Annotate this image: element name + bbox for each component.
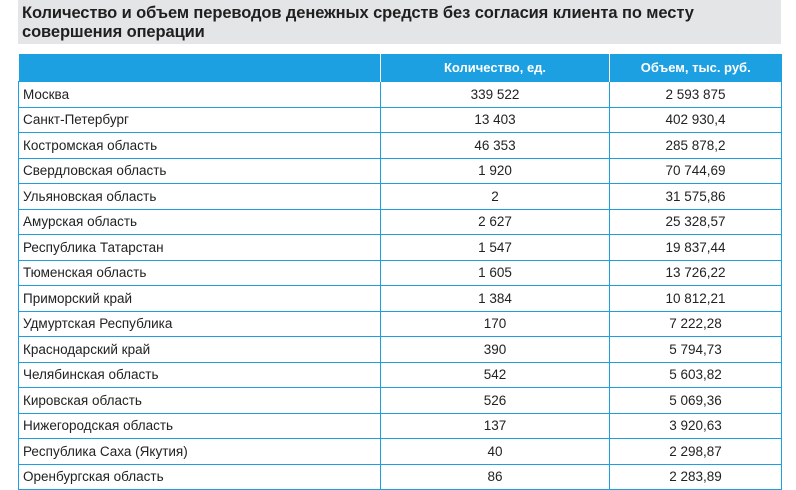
cell-region: Республика Саха (Якутия) [19, 439, 381, 465]
table-row [19, 362, 782, 388]
page-title: Количество и объем переводов денежных средств без согласия клиента по месту совершения операции [22, 4, 694, 41]
cell-region: Кировская область [19, 388, 381, 414]
cell-region: Краснодарский край [19, 337, 381, 363]
cell-region: Ульяновская область [19, 184, 381, 210]
cell-volume: 70 744,69 [610, 158, 782, 184]
cell-count: 542 [381, 362, 610, 388]
table-row [19, 82, 782, 108]
table-row [19, 209, 782, 235]
cell-volume: 19 837,44 [610, 235, 782, 261]
cell-count: 170 [381, 311, 610, 337]
cell-region: Оренбургская область [19, 464, 381, 490]
cell-volume: 285 878,2 [610, 133, 782, 159]
table-row [19, 184, 782, 210]
cell-region: Челябинская область [19, 362, 381, 388]
table-row [19, 260, 782, 286]
cell-region: Санкт-Петербург [19, 107, 381, 133]
data-table-container [18, 54, 781, 490]
fraud-transfers-table [18, 54, 782, 490]
cell-region: Нижегородская область [19, 413, 381, 439]
cell-region: Москва [19, 82, 381, 108]
cell-count: 2 [381, 184, 610, 210]
cell-count: 390 [381, 337, 610, 363]
header-count: Количество, ед. [381, 54, 610, 82]
cell-volume: 10 812,21 [610, 286, 782, 312]
cell-region: Приморский край [19, 286, 381, 312]
cell-volume: 402 930,4 [610, 107, 782, 133]
table-row [19, 235, 782, 261]
cell-count: 13 403 [381, 107, 610, 133]
cell-count: 339 522 [381, 82, 610, 108]
table-row [19, 133, 782, 159]
header-row [19, 54, 782, 82]
table-row [19, 158, 782, 184]
table-row [19, 388, 782, 414]
table-row [19, 311, 782, 337]
cell-region: Республика Татарстан [19, 235, 381, 261]
cell-count: 1 605 [381, 260, 610, 286]
cell-count: 46 353 [381, 133, 610, 159]
cell-volume: 3 920,63 [610, 413, 782, 439]
table-row [19, 337, 782, 363]
header-region [19, 54, 381, 82]
cell-region: Удмуртская Республика [19, 311, 381, 337]
cell-count: 526 [381, 388, 610, 414]
cell-region: Тюменская область [19, 260, 381, 286]
table-header [19, 54, 782, 82]
cell-volume: 7 222,28 [610, 311, 782, 337]
cell-volume: 31 575,86 [610, 184, 782, 210]
cell-volume: 2 298,87 [610, 439, 782, 465]
cell-region: Амурская область [19, 209, 381, 235]
table-row [19, 107, 782, 133]
cell-volume: 2 283,89 [610, 464, 782, 490]
cell-volume: 13 726,22 [610, 260, 782, 286]
cell-region: Костромская область [19, 133, 381, 159]
cell-region: Свердловская область [19, 158, 381, 184]
cell-count: 1 547 [381, 235, 610, 261]
cell-count: 86 [381, 464, 610, 490]
table-row [19, 286, 782, 312]
cell-count: 1 384 [381, 286, 610, 312]
cell-volume: 2 593 875 [610, 82, 782, 108]
cell-count: 137 [381, 413, 610, 439]
cell-volume: 5 794,73 [610, 337, 782, 363]
table-body [19, 82, 782, 490]
cell-volume: 5 069,36 [610, 388, 782, 414]
table-row [19, 439, 782, 465]
header-volume: Объем, тыс. руб. [610, 54, 782, 82]
cell-count: 40 [381, 439, 610, 465]
cell-volume: 5 603,82 [610, 362, 782, 388]
cell-count: 1 920 [381, 158, 610, 184]
title-bar [18, 0, 781, 44]
cell-volume: 25 328,57 [610, 209, 782, 235]
cell-count: 2 627 [381, 209, 610, 235]
table-row [19, 413, 782, 439]
